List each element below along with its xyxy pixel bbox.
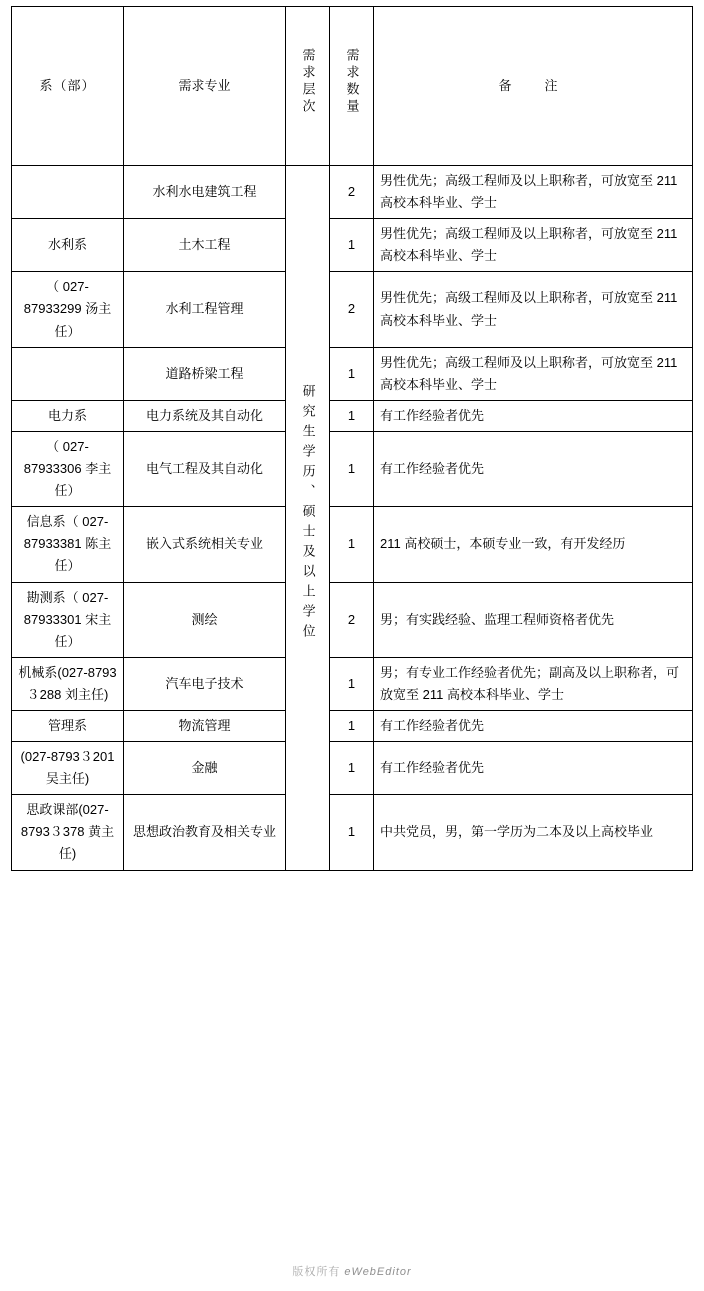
cell-dept: (027-8793３201 吴主任) [12, 742, 124, 795]
table-row [12, 507, 693, 582]
table-row [12, 166, 693, 219]
watermark-en: eWebEditor [344, 1266, 412, 1278]
cell-count: 1 [330, 431, 374, 506]
cell-major: 思想政治教育及相关专业 [124, 795, 286, 870]
table-row [12, 431, 693, 506]
cell-level [286, 166, 330, 871]
watermark [0, 1263, 704, 1279]
cell-dept: 管理系 [12, 710, 124, 741]
cell-dept: 水利系 [12, 219, 124, 272]
requirements-table [11, 6, 693, 871]
cell-note: 男性优先；高级工程师及以上职称者，可放宽至 211 高校本科毕业、学士 [374, 347, 693, 400]
cell-major: 水利工程管理 [124, 272, 286, 347]
cell-note: 有工作经验者优先 [374, 742, 693, 795]
header-dept-label: 系（部） [39, 77, 96, 93]
cell-dept: 电力系 [12, 400, 124, 431]
cell-note: 有工作经验者优先 [374, 710, 693, 741]
table-row [12, 582, 693, 657]
cell-count: 1 [330, 219, 374, 272]
table-row [12, 710, 693, 741]
cell-note: 男性优先；高级工程师及以上职称者，可放宽至 211 高校本科毕业、学士 [374, 272, 693, 347]
cell-dept [12, 347, 124, 400]
cell-note: 211 高校硕士，本硕专业一致，有开发经历 [374, 507, 693, 582]
cell-count: 1 [330, 507, 374, 582]
header-major-label: 需求专业 [178, 77, 231, 93]
table-header-row [12, 7, 693, 166]
cell-major: 土木工程 [124, 219, 286, 272]
cell-count: 2 [330, 272, 374, 347]
cell-dept: 勘测系（ 027-87933301 宋主任） [12, 582, 124, 657]
cell-count: 2 [330, 166, 374, 219]
cell-major: 测绘 [124, 582, 286, 657]
document-page [0, 6, 704, 1291]
cell-major: 嵌入式系统相关专业 [124, 507, 286, 582]
cell-major: 电气工程及其自动化 [124, 431, 286, 506]
cell-dept: （ 027-87933306 李主任） [12, 431, 124, 506]
header-note-label: 备 注 [498, 77, 568, 93]
cell-dept: （ 027-87933299 汤主任） [12, 272, 124, 347]
cell-dept: 机械系(027-8793３288 刘主任) [12, 657, 124, 710]
cell-major: 金融 [124, 742, 286, 795]
table-row [12, 795, 693, 870]
table-row [12, 219, 693, 272]
cell-count: 2 [330, 582, 374, 657]
watermark-cn: 版权所有 [292, 1266, 341, 1278]
cell-dept [12, 166, 124, 219]
cell-note: 有工作经验者优先 [374, 400, 693, 431]
table-row [12, 272, 693, 347]
cell-note: 男；有实践经验、监理工程师资格者优先 [374, 582, 693, 657]
table-row [12, 400, 693, 431]
cell-major: 物流管理 [124, 710, 286, 741]
cell-note: 男性优先；高级工程师及以上职称者，可放宽至 211 高校本科毕业、学士 [374, 166, 693, 219]
header-dept [12, 7, 124, 166]
cell-major: 电力系统及其自动化 [124, 400, 286, 431]
table-row [12, 347, 693, 400]
cell-count: 1 [330, 400, 374, 431]
cell-count: 1 [330, 710, 374, 741]
header-count [330, 7, 374, 166]
cell-count: 1 [330, 742, 374, 795]
cell-note: 男性优先；高级工程师及以上职称者，可放宽至 211 高校本科毕业、学士 [374, 219, 693, 272]
cell-major: 汽车电子技术 [124, 657, 286, 710]
cell-dept: 思政课部(027-8793３378 黄主任) [12, 795, 124, 870]
table-row [12, 657, 693, 710]
header-level-label: 需求层次 [300, 48, 316, 117]
cell-note: 中共党员，男，第一学历为二本及以上高校毕业 [374, 795, 693, 870]
cell-note: 男；有专业工作经验者优先；副高及以上职称者，可放宽至 211 高校本科毕业、学士 [374, 657, 693, 710]
cell-count: 1 [330, 795, 374, 870]
cell-major: 水利水电建筑工程 [124, 166, 286, 219]
header-major [124, 7, 286, 166]
cell-dept: 信息系（ 027-87933381 陈主任） [12, 507, 124, 582]
level-value: 研究生学历、硕士及以上学位 [300, 384, 316, 645]
header-count-label: 需求数量 [344, 48, 360, 117]
cell-count: 1 [330, 657, 374, 710]
table-row [12, 742, 693, 795]
header-note [374, 7, 693, 166]
cell-note: 有工作经验者优先 [374, 431, 693, 506]
cell-major: 道路桥梁工程 [124, 347, 286, 400]
cell-count: 1 [330, 347, 374, 400]
header-level [286, 7, 330, 166]
